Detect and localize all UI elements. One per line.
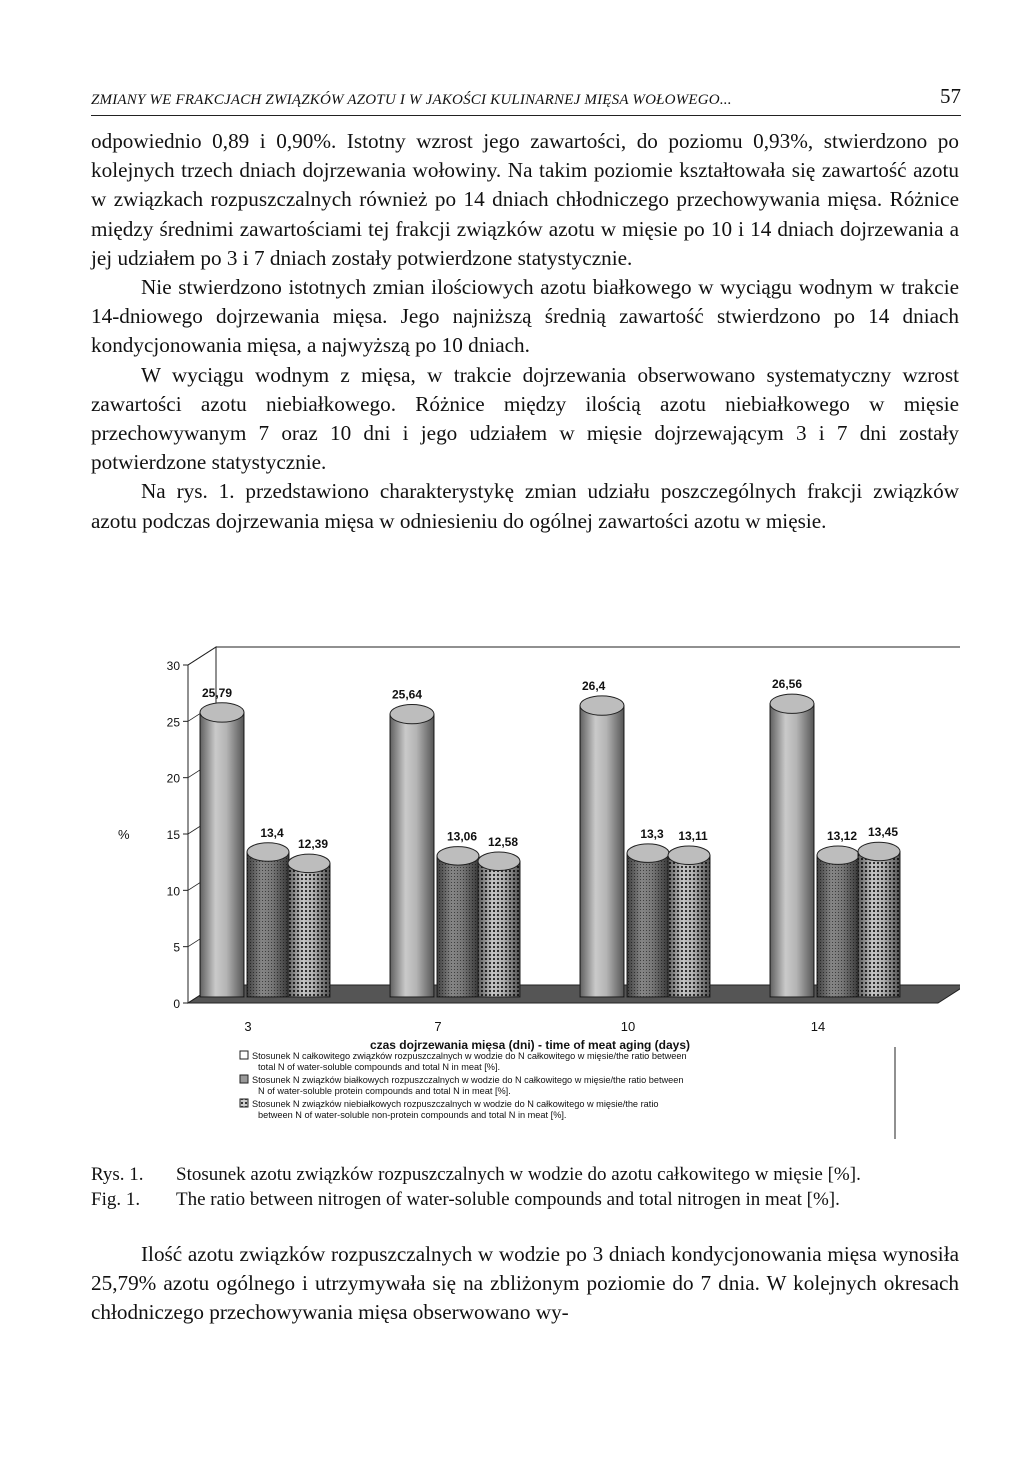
caption-en-label: Fig. 1. [91, 1189, 141, 1210]
bar-shade [817, 855, 859, 997]
bar-shade [288, 863, 330, 997]
bar-cap [437, 847, 479, 865]
bar-cap [478, 852, 520, 870]
bar-shade [668, 855, 710, 997]
bar-shade [437, 856, 479, 997]
caption-en [91, 1187, 961, 1212]
paragraph-3: W wyciągu wodnym z mięsa, w trakcie dojrzewania obserwowano systematyczny wzrost zawartości azotu niebiałkowego. Różnice między ilością azotu niebiałkowego w mięsie przechowywanym 7 oraz 10 dni i jego udziałem w mięsie dojrzewającym 3 i 7 dni zostały potwierdzone statystycznie. [91, 362, 959, 475]
running-title: ZMIANY WE FRAKCJACH ZWIĄZKÓW AZOTU I W JAKOŚCI KULINARNEJ MIĘSA WOŁOWEGO... [91, 92, 732, 108]
bar-shade [200, 712, 244, 997]
y-axis-label: % [118, 827, 130, 842]
y-tick-label: 15 [166, 828, 180, 842]
y-tick-label: 30 [166, 659, 180, 673]
x-tick-label: 10 [620, 1019, 636, 1034]
final-paragraph: Ilość azotu związków rozpuszczalnych w wodzie po 3 dniach kondycjonowania mięsa wynosiła 25,79% azotu ogólnego i utrzymywała się na zbliżonym poziomie do 7 dnia. W kolejnych okresach chłodniczego przechowywania mięsa obserwowano wy- [91, 1242, 959, 1325]
caption-pl-label: Rys. 1. [91, 1164, 144, 1185]
data-label: 13,06 [446, 829, 478, 844]
figure-captions [91, 1162, 961, 1212]
page-number: 57 [940, 84, 961, 108]
bar-shade [627, 853, 669, 997]
bar-cap [627, 844, 669, 862]
body-text-bottom [91, 1240, 959, 1328]
data-label: 12,58 [487, 835, 519, 850]
data-label: 25,79 [202, 685, 233, 700]
paragraph-4: Na rys. 1. przedstawiono charakterystykę zmian udziału poszczególnych frakcji związków azotu podczas dojrzewania mięsa w odniesieniu do ogólnej zawartości azotu w mięsie. [91, 479, 959, 533]
bar-cap [770, 694, 814, 713]
legend-entry: Stosunek N całkowitego związków rozpuszczalnych w wodzie do N całkowitego w mięsie/the ratio between total N of water-soluble compounds and total N in meat [%]. [252, 1051, 687, 1072]
body-text-top [91, 127, 959, 536]
bar-cap [390, 704, 434, 723]
y-tick-label: 20 [166, 771, 180, 786]
bar-shade [478, 861, 520, 997]
x-tick-label: 7 [434, 1019, 442, 1034]
nitrogen-ratio-chart [100, 645, 960, 1145]
bar-cap [288, 854, 330, 872]
caption-pl-text: Stosunek azotu związków rozpuszczalnych w wodzie do azotu całkowitego w mięsie [%]. [176, 1164, 861, 1185]
bar-shade [247, 852, 289, 997]
bar-shade [858, 851, 900, 997]
y-tick-label: 25 [166, 715, 180, 730]
bar-cap [580, 696, 624, 715]
data-label: 12,39 [297, 837, 329, 852]
x-tick-label: 14 [810, 1019, 826, 1034]
y-tick-label: 10 [166, 884, 180, 899]
legend-swatch [240, 1099, 248, 1107]
y-tick-label: 0 [173, 997, 180, 1011]
data-label: 26,4 [582, 678, 606, 693]
bar-cap [858, 842, 900, 860]
y-tick-label: 5 [173, 940, 180, 955]
data-label: 13,45 [867, 825, 899, 840]
bar-cap [668, 846, 710, 864]
x-axis-label: czas dojrzewania mięsa (dni) - time of meat aging (days) [369, 1038, 691, 1052]
paragraph-2: Nie stwierdzono istotnych zmian ilościowych azotu białkowego w wyciągu wodnym w trakcie 14-dniowego dojrzewania mięsa. Jego najniższą średnią zawartość stwierdzono po 14 dniach kondycjonowania mięsa, a najwyższą po 10 dniach. [91, 275, 959, 358]
bar-shade [770, 704, 814, 997]
legend-swatch [240, 1051, 248, 1059]
data-label: 13,4 [260, 825, 284, 840]
caption-en-text: The ratio between nitrogen of water-soluble compounds and total nitrogen in meat [%]. [176, 1189, 840, 1210]
data-label: 13,11 [678, 829, 708, 844]
data-label: 25,64 [392, 687, 423, 702]
data-label: 13,12 [826, 828, 858, 843]
paragraph-1: odpowiednio 0,89 i 0,90%. Istotny wzrost jego zawartości, do poziomu 0,93%, stwierdzono po kolejnych trzech dniach dojrzewania wołowiny. Na takim poziomie kształtowała się zawartość azotu w związkach rozpuszczalnych również po 14 dniach chłodniczego przechowywania mięsa. Różnice między średnimi zawartościami tej frakcji związków azotu w mięsie po 10 i 14 dniach dojrzewania a jej udziałem po 3 i 7 dniach zostały potwierdzone statystycznie. [91, 129, 959, 270]
legend-entry: Stosunek N związków białkowych rozpuszczalnych w wodzie do N całkowitego w mięsie/the ratio between N of water-soluble protein compounds and total N in meat [%]. [252, 1075, 684, 1096]
legend-swatch [240, 1075, 248, 1083]
bar-cap [200, 703, 244, 722]
data-label: 13,3 [640, 826, 664, 841]
bar-shade [580, 706, 624, 997]
legend-entry: Stosunek N związków niebiałkowych rozpuszczalnych w wodzie do N całkowitego w mięsie/the ratio between N of water-soluble non-protein compounds and total N in meat [%]. [252, 1099, 659, 1120]
bar-cap [817, 846, 859, 864]
x-tick-label: 3 [244, 1019, 252, 1034]
data-label: 26,56 [772, 677, 803, 692]
caption-pl [91, 1162, 961, 1187]
running-header [91, 84, 961, 116]
bar-cap [247, 843, 289, 861]
bar-shade [390, 714, 434, 997]
